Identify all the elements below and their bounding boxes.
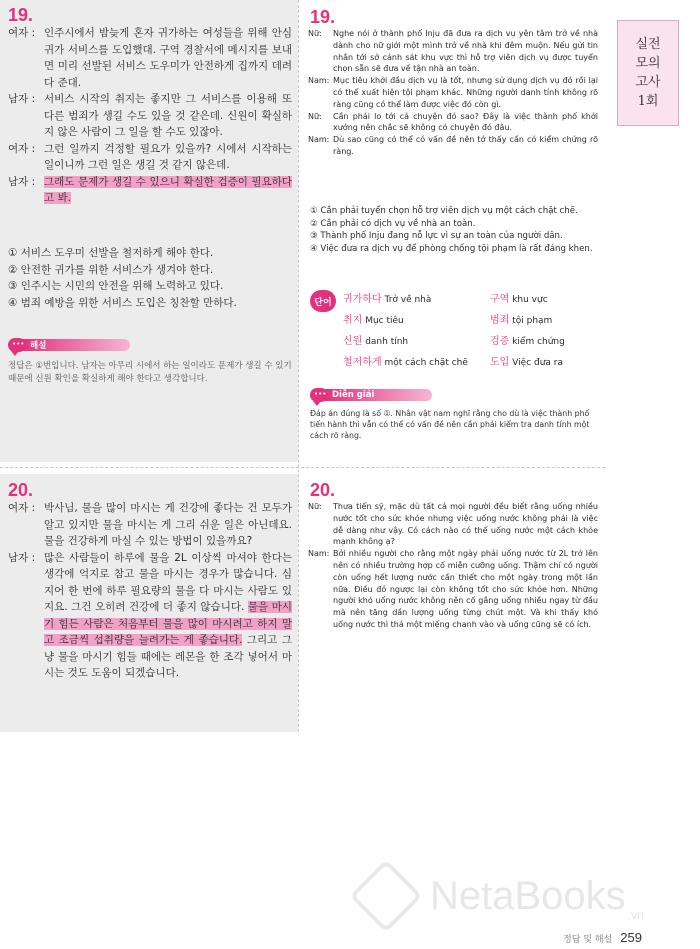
speaker-label: Nam: [308, 76, 330, 86]
explanation-label: Diễn giải [324, 389, 432, 401]
vocab-korean: 취지 [343, 315, 363, 326]
q19-vi-explanation-header [310, 388, 440, 402]
answer-option-3: ③ Thành phố Inju đang nỗ lực vì sự an toàn của người dân. [310, 231, 563, 241]
dialogue-line [308, 75, 598, 110]
vocab-korean: 검증 [490, 336, 510, 347]
question-number-20-vi: 20. [310, 480, 336, 500]
answer-option-2: ② Cần phải có dịch vụ về nhà an toàn. [310, 218, 476, 229]
speech-bubble-icon: ••• [8, 338, 26, 352]
q20-vietnamese-dialogue [308, 501, 598, 631]
speaker-label: 남자 : [8, 175, 36, 188]
q19-vi-explanation-text: Đáp án đúng là số ①. Nhân vật nam nghĩ rằng cho dù là việc thành phố tiến hành thì vẫn có thể có vấn đề nên cần phải kiểm tra danh tính một cách rõ ràng. [310, 409, 590, 440]
watermark-brand: NetaBooks [430, 873, 626, 918]
speaker-label: Nữ: [308, 111, 322, 121]
dialogue-line [8, 500, 292, 550]
dialogue-text: Mục tiêu khởi đầu dịch vụ là tốt, nhưng sử dụng dịch vụ đó rồi lại có thể xuất hiện tội phạm khác. Những người danh tính không rõ ràng cũng có thể làm được việc đó còn gì. [333, 76, 598, 109]
dialogue-text: 인주시에서 밤늦게 혼자 귀가하는 여성들을 위해 안심 귀가 서비스를 도입했대. 구역 경찰서에 메시지를 보내면 미리 선발된 서비스 도우미가 안전하게 집까지 데려다 준대. [44, 27, 292, 89]
vocab-korean: 귀가하다 [343, 294, 382, 305]
dialogue-line [308, 134, 598, 158]
q19-ko-explanation-header [8, 338, 138, 352]
speaker-label: Nữ: [308, 502, 322, 511]
vocab-entry [343, 315, 404, 327]
vocab-entry [490, 315, 552, 327]
watermark-logo-icon [349, 859, 423, 933]
page-number: 259 [620, 930, 642, 945]
question-divider [0, 467, 605, 468]
answer-option-4: ④ 범죄 예방을 위한 서비스 도입은 칭찬할 만하다. [8, 296, 237, 309]
q19-vietnamese-options [310, 205, 600, 255]
q20-korean-dialogue [8, 500, 292, 682]
q19-ko-explanation-text: 정답은 ①번입니다. 남자는 아무리 시에서 하는 일이라도 문제가 생길 수 있기 때문에 신원 확인을 확실하게 해야 한다고 생각합니다. [8, 361, 292, 384]
netabooks-watermark [360, 870, 644, 922]
vocab-entry [490, 336, 565, 348]
side-tab-line: 고사 [635, 75, 661, 90]
vocab-korean: 범죄 [490, 315, 510, 326]
watermark-suffix: .vn [627, 908, 644, 922]
vocab-meaning: Việc đưa ra [512, 358, 564, 368]
dialogue-text: Thưa tiến sỹ, mặc dù tất cả mọi người đều biết rằng uống nhiều nước tốt cho sức khỏe nhưng việc uống nước không phải là việc dễ dàng như vậy. Có cách nào có thể uống nước một cách khỏe mạnh không ạ? [333, 502, 598, 547]
question-number-20-ko: 20. [8, 480, 34, 500]
highlighted-answer-text: 그래도 문제가 생길 수 있으니 확실한 검증이 필요하다고 봐. [44, 175, 292, 204]
dialogue-text: Dù sao cũng có thể có vấn đề nên tớ thấy cần có kiểm chứng rõ ràng. [333, 135, 598, 156]
footer-section-title: 정답 및 해설 [563, 935, 613, 945]
column-divider [298, 0, 299, 732]
vocab-entry [490, 357, 563, 369]
dialogue-line [308, 501, 598, 548]
dialogue-line [308, 28, 598, 75]
q19-vietnamese-dialogue [308, 28, 598, 158]
dialogue-line [308, 111, 598, 135]
speaker-label: 여자 : [8, 27, 36, 39]
dialogue-text: Cần phải lo tới cả chuyện đó sao? Đây là việc thành phố khởi xướng nên chắc sẽ không có chuyện đó đâu. [333, 111, 598, 133]
dialogue-text: Nghe nói ở thành phố Inju đã đưa ra dịch vụ yên tâm trở về nhà dành cho nữ giới một mình trở về nhà khi đêm muộn. Nếu gửi tin nhắn tới sở cảnh sát khu vực thì hỗ trợ viên dịch vụ được tuyển chọn sẵn sẽ đưa về tận nhà an toàn. [333, 29, 598, 74]
dialogue-line [8, 25, 292, 91]
vocab-meaning: danh tính [365, 337, 409, 347]
speaker-label: Nam: [308, 549, 330, 559]
answer-option-1: ① Cần phải tuyển chọn hỗ trợ viên dịch vụ một cách chặt chẽ. [310, 206, 578, 216]
vocab-meaning: tội phạm [512, 316, 553, 326]
vocab-korean: 도입 [490, 357, 510, 368]
question-number-19-ko: 19. [8, 5, 34, 25]
side-tab-line: 실전 [635, 37, 661, 52]
dialogue-line [8, 91, 292, 141]
dialogue-line [8, 174, 292, 207]
vocab-meaning: Mục tiêu [365, 316, 404, 326]
answer-option-3: ③ 인주시는 시민의 안전을 위해 노력하고 있다. [8, 280, 224, 292]
vocabulary-badge: 단어 [310, 290, 336, 312]
speaker-label: 여자 : [8, 502, 36, 514]
speaker-label: 여자 : [8, 142, 36, 155]
side-tab-line: 1회 [637, 94, 659, 109]
vocab-entry [343, 357, 468, 369]
dialogue-text: 많은 사람들이 하루에 물을 2L 이상씩 마셔야 한다는 생각에 억지로 참고 물을 마시는 경우가 많습니다. 심지어 한 번에 하루 필요량의 물을 다 마시는 사람도 있지요. 그건 오히려 건강에 더 좋지 않습니다. 물을 마시기 힘든 사람은 처음부터 물을 많이 마시려고 하지 말고 조금씩 섭취량을 늘려가는 게 좋습니다. 그리고 그냥 물을 마시기 힘들 때에는 레몬을 한 조각 넣어서 마시는 것도 도움이 되겠습니다. [44, 551, 292, 679]
vocab-meaning: một cách chặt chẽ [384, 358, 468, 368]
highlighted-answer-text: 물을 마시기 힘든 사람은 처음부터 물을 많이 마시려고 하지 말고 조금씩 섭취량을 늘려가는 게 좋습니다. [44, 601, 292, 646]
speaker-label: Nữ: [308, 29, 322, 38]
answer-option-2: ② 안전한 귀가를 위한 서비스가 생겨야 한다. [8, 263, 214, 276]
vocab-korean: 철저하게 [343, 357, 382, 368]
speaker-label: 남자 : [8, 93, 36, 105]
dialogue-text: Bởi nhiều người cho rằng một ngày phải uống nước từ 2L trở lên nên có nhiều trường hợp cố miễn cưỡng uống. Thậm chí có người còn uống hết lượng nước cần thiết cho một ngày trong một lần nữa. Điều đó ngược lại còn không tốt cho sức khỏe hơn. Những người khó uống nước không nên cố gắng uống nhiều ngay từ đầu mà nên tăng dần lượng uống từng chút một. Và khi thấy khó uống nước thì thả một miếng chanh vào và uống cũng sẽ có ích. [333, 549, 598, 629]
answer-option-4: ④ Việc đưa ra dịch vụ để phòng chống tội phạm là rất đáng khen. [310, 243, 593, 254]
vocab-entry [343, 294, 431, 306]
dialogue-text: 박사님, 물을 많이 마시는 게 건강에 좋다는 건 모두가 알고 있지만 물을 마시는 게 그리 쉬운 일은 아닌데요. 물을 건강하게 마실 수 있는 방법이 있을까요? [44, 502, 292, 547]
vocab-meaning: Trở về nhà [384, 295, 432, 305]
side-tab-line: 모의 [635, 56, 661, 71]
q19-korean-dialogue [8, 25, 292, 207]
vocab-meaning: khu vực [512, 295, 548, 305]
speaker-label: 남자 : [8, 551, 36, 564]
answer-option-1: ① 서비스 도우미 선발을 철저하게 해야 한다. [8, 247, 214, 259]
explanation-label: 해설 [22, 339, 130, 351]
dialogue-line [8, 550, 292, 682]
dialogue-line [8, 141, 292, 174]
page-footer [563, 930, 642, 945]
vocab-korean: 구역 [490, 294, 510, 305]
chapter-side-tab [617, 20, 679, 126]
speaker-label: Nam: [308, 135, 330, 145]
question-number-19-vi: 19. [310, 7, 336, 27]
vocab-meaning: kiểm chứng [512, 337, 565, 347]
dialogue-text: 서비스 시작의 취지는 좋지만 그 서비스를 이용해 또 다른 범죄가 생길 수도 있을 것 같은데. 신원이 확실하지 않은 사람이 그 일을 할 수도 있잖아. [44, 93, 292, 138]
speech-bubble-icon: ••• [310, 388, 328, 402]
dialogue-text: 그런 일까지 걱정할 필요가 있을까? 시에서 시작하는 일이니까 그런 일은 생길 것 같지 않은데. [44, 142, 292, 171]
vocab-entry [490, 294, 548, 306]
vocab-entry [343, 336, 408, 348]
dialogue-line [308, 548, 598, 631]
q19-korean-options [8, 245, 292, 311]
vocab-korean: 신원 [343, 336, 363, 347]
